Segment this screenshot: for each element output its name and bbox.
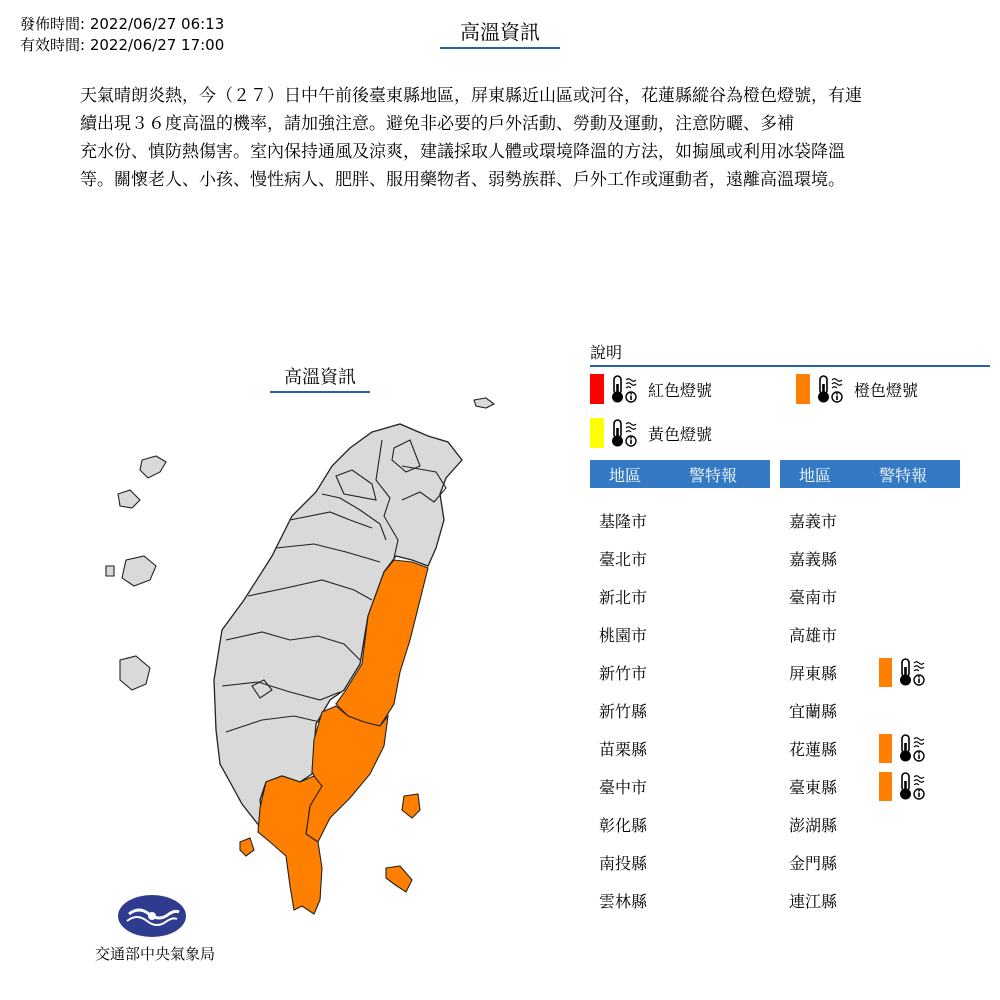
region-name: 新竹市 [599,663,648,683]
region-name: 雲林縣 [599,891,648,911]
meta-info [20,14,224,56]
table-row [789,885,837,915]
table-row [599,771,647,801]
legend-swatch [590,418,604,448]
region-name: 臺北市 [599,549,648,569]
region-name: 南投縣 [599,853,648,873]
thermometer-icon [816,374,844,404]
thermometer-icon [898,733,926,763]
table-row [599,543,647,573]
thermometer-icon [610,418,638,448]
table-row [789,581,837,611]
header-warning: 警特報 [689,465,738,485]
legend-swatch [796,374,810,404]
table-row [599,505,647,535]
legend-swatch [590,374,604,404]
table-row [599,809,647,839]
table-row [599,657,647,687]
description [80,82,920,194]
table-row [789,695,837,725]
region-name: 新北市 [599,587,648,607]
description-line: 充水份、慎防熱傷害。室內保持通風及涼爽，建議採取人體或環境降溫的方法，如搧風或利用冰袋降溫 [80,142,845,162]
warning-swatch-orange [879,734,892,763]
page-title: 高溫資訊 [440,18,560,49]
table-row [789,657,837,687]
legend-item-orange [796,374,918,404]
region-name: 臺中市 [599,777,648,797]
valid-time: 有效時間: 2022/06/27 17:00 [20,36,225,54]
agency-name: 交通部中央氣象局 [94,945,215,963]
legend-label: 紅色燈號 [648,380,713,400]
table-row [789,809,837,839]
region-name: 高雄市 [789,625,838,645]
description-line: 等。關懷老人、小孩、慢性病人、肥胖、服用藥物者、弱勢族群、戶外工作或運動者，遠離高溫環境。 [80,170,845,190]
region-name: 新竹縣 [599,701,648,721]
header-region: 地區 [609,465,642,485]
region-name: 苗栗縣 [599,739,648,759]
thermometer-icon [610,374,638,404]
table-header-right [780,460,960,488]
table-row [599,885,647,915]
table-row [599,695,647,725]
table-row [789,771,837,801]
thermometer-icon [898,771,926,801]
header-region: 地區 [799,465,832,485]
region-name: 金門縣 [789,853,838,873]
region-name: 臺東縣 [789,777,838,797]
region-name: 基隆市 [599,511,648,531]
region-name: 嘉義市 [789,511,838,531]
table-row [789,847,837,877]
region-name: 屏東縣 [789,663,838,683]
map-region-taitung [306,706,388,842]
warning-swatch-orange [879,658,892,687]
legend-label: 黃色燈號 [648,424,713,444]
legend-label: 橙色燈號 [854,380,919,400]
table-row [599,847,647,877]
region-name: 彰化縣 [599,815,648,835]
header-warning: 警特報 [879,465,928,485]
table-row [599,581,647,611]
issued-time: 發佈時間: 2022/06/27 06:13 [20,15,225,33]
table-row [789,733,837,763]
table-row [599,733,647,763]
map-title: 高溫資訊 [270,366,370,393]
region-name: 連江縣 [789,891,838,911]
taiwan-map [95,390,515,930]
thermometer-icon [898,657,926,687]
table-row [789,543,837,573]
legend-item-red [590,374,712,404]
region-name: 宜蘭縣 [789,701,838,721]
legend-title: 說明 [590,342,990,367]
description-line: 天氣晴朗炎熱，今（２７）日中午前後臺東縣地區，屏東縣近山區或河谷，花蓮縣縱谷為橙色燈號，有連 [80,86,862,106]
region-name: 花蓮縣 [789,739,838,759]
description-line: 續出現３６度高溫的機率，請加強注意。避免非必要的戶外活動、勞動及運動，注意防曬、多補 [80,114,794,134]
table-row [789,619,837,649]
legend-item-yellow [590,418,712,448]
region-name: 嘉義縣 [789,549,838,569]
table-header-left [590,460,770,488]
warning-swatch-orange [879,772,892,801]
region-name: 澎湖縣 [789,815,838,835]
map-region-pingtung [258,776,322,914]
table-row [599,619,647,649]
table-row [789,505,837,535]
region-name: 桃園市 [599,625,648,645]
cwb-logo-icon [117,894,187,938]
region-name: 臺南市 [789,587,838,607]
